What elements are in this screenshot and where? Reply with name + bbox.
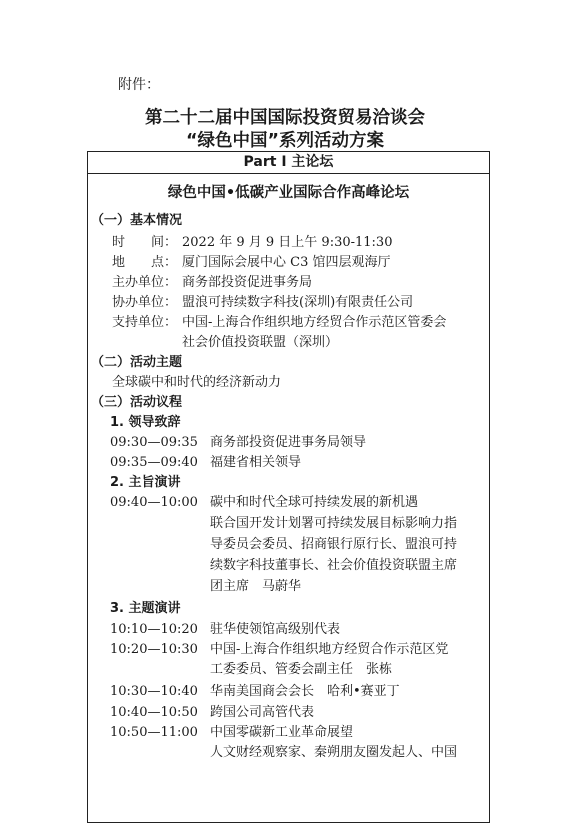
agenda-time: 10:50—11:00 [110, 725, 198, 740]
basic-supporter-value-line2: 社会价值投资联盟（深圳） [182, 335, 339, 350]
basic-time-value: 2022 年 9 月 9 日上午 9:30-11:30 [182, 235, 393, 250]
basic-coorganizer-label: 协办单位： [112, 295, 178, 310]
agenda-item-text-line2: 人文财经观察家、秦朔朋友圈发起人、中国 [210, 745, 458, 760]
agenda-item-text: 中国-上海合作组织地方经贸合作示范区党 [210, 642, 449, 657]
keynote-speaker-line: 联合国开发计划署可持续发展目标影响力指 [210, 516, 458, 531]
document-subtitle: “绿色中国”系列活动方案 [185, 131, 384, 151]
keynote-topic: 碳中和时代全球可持续发展的新机遇 [210, 495, 419, 510]
keynote-speaker-line: 团主席 马蔚华 [210, 579, 302, 594]
theme-text: 全球碳中和时代的经济新动力 [112, 375, 282, 390]
agenda-time: 09:30—09:35 [110, 435, 198, 450]
agenda-item-text: 福建省相关领导 [210, 455, 302, 470]
section-agenda-heading: （三）活动议程 [91, 395, 183, 410]
section-theme-heading: （二）活动主题 [91, 355, 183, 370]
basic-host-label: 主办单位： [112, 275, 178, 290]
agenda-time: 10:10—10:20 [110, 622, 198, 637]
agenda-time: 09:40—10:00 [110, 495, 198, 510]
agenda-item-text: 华南美国商会会长 哈利•赛亚丁 [210, 684, 400, 699]
basic-supporter-value: 中国-上海合作组织地方经贸合作示范区管委会 [182, 315, 447, 330]
agenda-time: 09:35—09:40 [110, 455, 198, 470]
section-basic-heading: （一）基本情况 [91, 213, 183, 228]
agenda-item-text: 驻华使领馆高级别代表 [210, 622, 341, 637]
agenda-time: 10:40—10:50 [110, 705, 198, 720]
agenda-item-text: 中国零碳新工业革命展望 [210, 725, 354, 740]
document-title: 第二十二届中国国际投资贸易洽谈会 [145, 108, 425, 128]
agenda-item-text-line2: 工委委员、管委会副主任 张栋 [210, 662, 393, 677]
agenda-time: 10:20—10:30 [110, 642, 198, 657]
basic-supporter-label: 支持单位： [112, 315, 178, 330]
agenda-keynote-heading: 2. 主旨演讲 [110, 475, 181, 490]
basic-time-label: 时 间： [112, 235, 178, 250]
agenda-time: 10:30—10:40 [110, 684, 198, 699]
agenda-theme-speech-heading: 3. 主题演讲 [110, 601, 181, 616]
basic-host-value: 商务部投资促进事务局 [182, 275, 313, 290]
keynote-speaker-line: 导委员会委员、招商银行原行长、盟浪可持 [210, 537, 458, 552]
agenda-leader-speech-heading: 1. 领导致辞 [110, 415, 181, 430]
forum-title: 绿色中国•低碳产业国际合作高峰论坛 [167, 185, 410, 201]
keynote-speaker-line: 续数字科技董事长、社会价值投资联盟主席 [210, 558, 458, 573]
agenda-item-text: 跨国公司高管代表 [210, 705, 315, 720]
basic-coorganizer-value: 盟浪可持续数字科技(深圳)有限责任公司 [182, 295, 414, 310]
basic-venue-label: 地 点： [112, 255, 178, 270]
part-header: Part Ⅰ 主论坛 [87, 151, 490, 174]
agenda-item-text: 商务部投资促进事务局领导 [210, 435, 367, 450]
basic-venue-value: 厦门国际会展中心 C3 馆四层观海厅 [182, 255, 391, 270]
attachment-label: 附件： [118, 77, 160, 93]
